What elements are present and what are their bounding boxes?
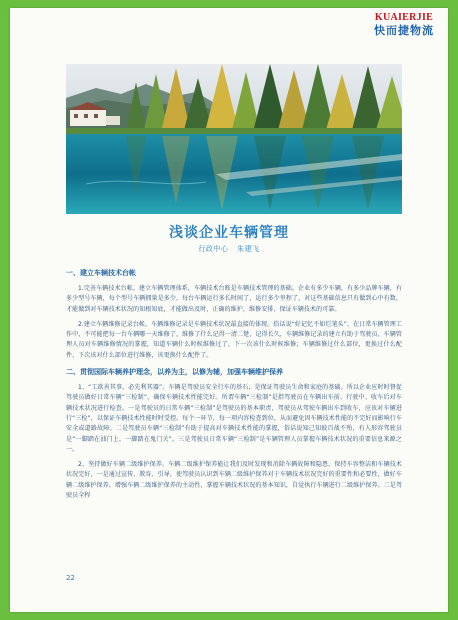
- article-author: 朱建飞: [237, 245, 260, 253]
- brand-logo: [374, 12, 434, 38]
- paragraph: 2、坚持做好车辆二级维护保养。车辆二级维护保养能让我们及时发现和消除车辆故障和隐患，保持车容整洁和车辆技术状况完好，一是通过宣传、教育、引导，使驾驶员认识到车辆二级维护保养对于车辆技术状况完好的重要性和必要性，做好车辆二级维护保养。增强车辆二级维护保养的主动性，掌握车辆技术状况的基本知识，自觉执行车辆进行二级维护保养。二是驾驶员全程: [66, 461, 402, 500]
- article-dept: 行政中心: [198, 245, 229, 253]
- page-number: 22: [66, 574, 75, 582]
- paragraph: 2.建立车辆维修记录台帐。车辆维修记录是车辆技术状况最直接的体现。俗话说“好记忆不如烂笔头”，在日常车辆管理工作中，不可能把每一台车辆哪一天维修了，维修了什么记得一清二楚，记得长久，车辆维修记录的建立有助于驾驶员、车辆管理人员对车辆维修情况的掌握，知道车辆什么时候维修过了，下一次该什么时候维修；车辆维修过什么部位，更换过什么配件，下次该对什么部位进行维修，该更换什么配件了。: [66, 320, 402, 359]
- article-title: 浅谈企业车辆管理: [169, 225, 289, 241]
- article-body: [66, 262, 402, 506]
- magazine-page: [10, 8, 448, 612]
- paragraph: 1.完善车辆技术台帐。建立车辆管理体系，车辆技术台账是车辆技术管理的基础。企业有多少车辆，有多少品牌车辆，有多少型号车辆，每个型号车辆拥量是多少，每台车辆运行多长时间了，运行多少里程了，对这些基础信息只有做到心中有数，才能做到对车辆技术状况的知根知底，才能做出及时，正确的维护，维修安排，保证车辆技术的可靠。: [66, 285, 402, 313]
- section-heading: 二、贯彻国际车辆养护理念，以养为主，以修为辅，加强车辆维护保养: [66, 368, 283, 377]
- brand-name-cn: 快而捷物流: [374, 24, 434, 37]
- paragraph: 1、“工欲善其事，必先利其器”。车辆是驾驶员安全行车的基石，是保证驾驶员生命和家庭的基础。所以企业应时时督促驾驶员做好日常车辆“三检制”，确保车辆技术性能完好。所谓车辆“三检制”是指驾驶员在车辆出车前、行驶中、收车后对车辆技术状况进行检查。一是驾驶员的日常车辆“三检制”是驾驶员的基本职责，驾驶员从驾驶车辆出车到收车，应该对车辆进行“三检”，以保证车辆技术性能时时受控。每个一环节，每一项内容检查到位，从而避免因车辆技术性能的不完好而影响行车安全或道路故障。二是驾驶员车辆“三检制”有助于提高对车辆技术性能的掌握，俗话说知己知彼百战不殆，有人形容驾驶员是“一脚踏在油门上，一脚踏在鬼门关”。三是驾驶员日常车辆“三检制”是车辆管理人员掌握车辆技术状况的重要信息来源之一。: [66, 384, 402, 453]
- section-heading: 一、建立车辆技术台帐: [66, 269, 136, 277]
- brand-name-en: KUAIERJIE: [374, 12, 434, 23]
- article-byline: [10, 244, 448, 254]
- lake-photo: [66, 64, 402, 214]
